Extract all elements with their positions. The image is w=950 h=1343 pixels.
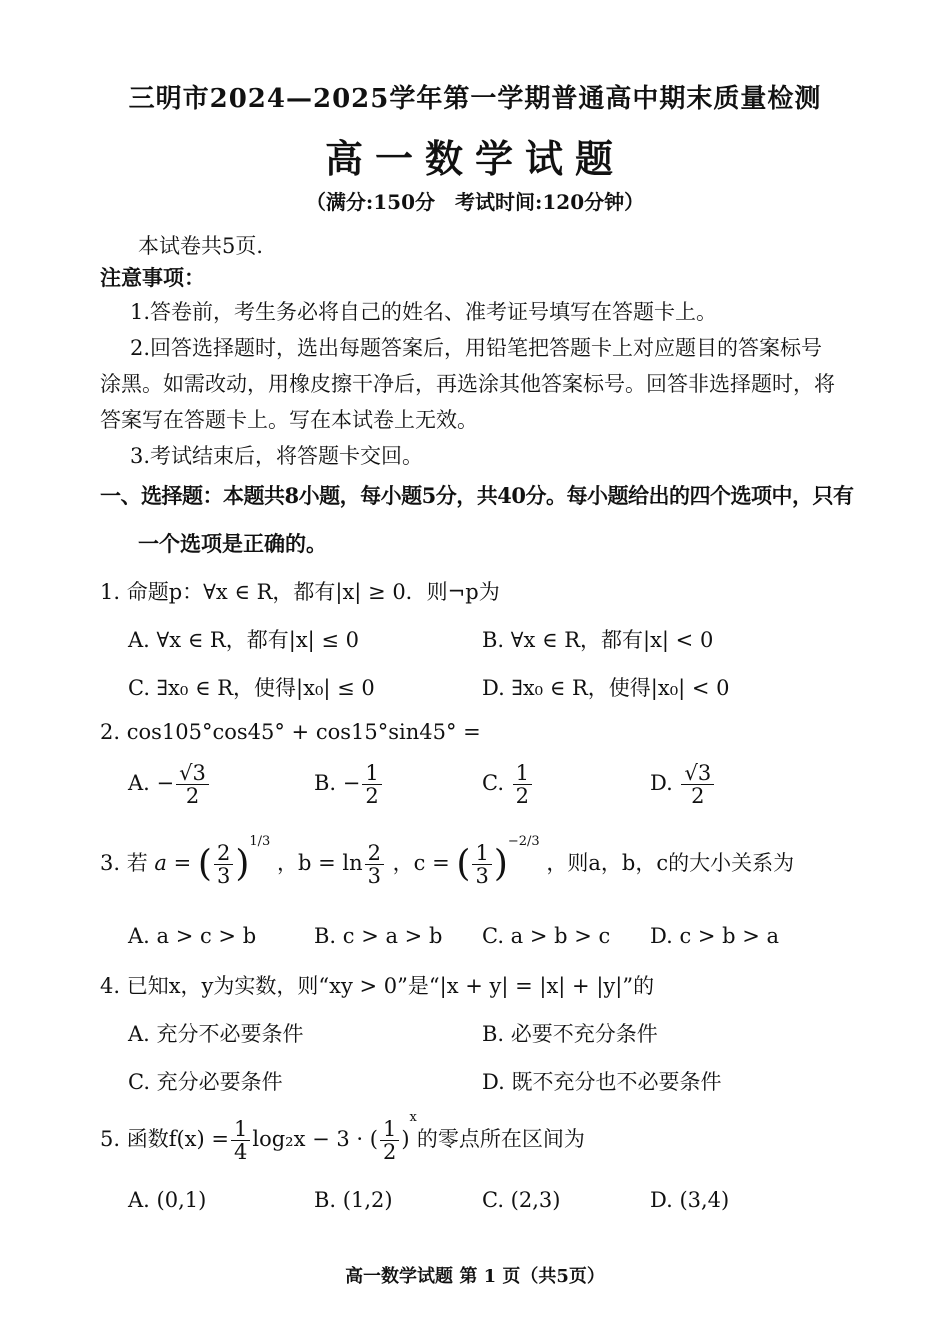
option-a-label: A. − — [128, 771, 175, 796]
option-c-fraction — [513, 762, 532, 807]
page-count-note: 本试卷共5页． — [138, 234, 278, 258]
question-2-option-d — [650, 762, 716, 807]
q3-c-num: 1 — [472, 842, 491, 865]
q3-a-den: 3 — [216, 864, 231, 889]
option-d-fraction — [681, 762, 714, 807]
option-a-denominator: 2 — [185, 784, 200, 809]
option-b-fraction — [362, 762, 381, 807]
q5-half-fraction — [380, 1118, 399, 1163]
q5-f-num: 1 — [231, 1118, 250, 1141]
option-b-numerator: 1 — [362, 762, 381, 785]
notice-title: 注意事项： — [100, 265, 205, 290]
option-b-label: B. − — [314, 771, 361, 796]
question-5-stem — [100, 1110, 585, 1165]
question-3-option-b: B. c > a > b — [314, 924, 443, 948]
q3-c-exponent: −2/3 — [507, 834, 540, 849]
exam-header-title: 三明市2024—2025学年第一学期普通高中期末质量检测 — [128, 84, 822, 114]
q3-a-num: 2 — [214, 842, 233, 865]
q5-quarter-fraction — [231, 1118, 250, 1163]
question-5-option-d: D. (3,4) — [650, 1188, 730, 1212]
q3-c-part: ，c = — [392, 851, 450, 876]
q3-suffix: ，则a，b，c的大小关系为 — [546, 851, 795, 876]
exam-meta: （满分:150分 考试时间:120分钟） — [305, 190, 645, 214]
question-1-option-a: A. ∀x ∈ R，都有|x| ≤ 0 — [128, 628, 360, 652]
notice-item-2: 2.回答选择题时，选出每题答案后，用铅笔把答题卡上对应题目的答案标号 — [130, 336, 823, 360]
paren-open: ( — [456, 843, 471, 885]
question-4-stem: 4. 已知x，y为实数，则“xy > 0”是“|x + y| = |x| + |y|”的 — [100, 974, 655, 998]
question-1-option-c: C. ∃x₀ ∈ R，使得|x₀| ≤ 0 — [128, 676, 375, 700]
question-4-option-a: A. 充分不必要条件 — [128, 1022, 304, 1046]
q3-prefix: 3. 若 — [100, 851, 148, 876]
question-3-stem — [100, 834, 795, 889]
q5-prefix: 5. 函数f(x) = — [100, 1127, 229, 1152]
q3-b-fraction — [365, 842, 384, 887]
q3-b-den: 3 — [367, 864, 381, 889]
option-d-label: D. — [650, 771, 680, 796]
q5-h-num: 1 — [380, 1118, 399, 1141]
question-3-option-a: A. a > c > b — [128, 924, 257, 948]
notice-item-2-end: 答案写在答题卡上。写在本试卷上无效。 — [100, 408, 478, 432]
notice-item-2-cont: 涂黑。如需改动，用橡皮擦干净后，再选涂其他答案标号。回答非选择题时，将 — [100, 372, 835, 396]
q3-b-part: ，b = ln — [276, 851, 363, 876]
section-1-heading: 一、选择题：本题共8小题，每小题5分，共40分。每小题给出的四个选项中，只有 — [100, 483, 854, 508]
q3-c-fraction — [472, 842, 491, 887]
question-1-stem: 1. 命题p：∀x ∈ R，都有|x| ≥ 0．则¬p为 — [100, 580, 500, 604]
q5-mid: log₂x − 3 · ( — [252, 1127, 378, 1152]
notice-item-3: 3.考试结束后，将答题卡交回。 — [130, 444, 424, 468]
question-4-option-b: B. 必要不充分条件 — [482, 1022, 658, 1046]
question-3-option-c: C. a > b > c — [482, 924, 611, 948]
question-2-option-b — [314, 762, 384, 807]
q3-b-num: 2 — [365, 842, 384, 865]
section-1-heading-cont: 一个选项是正确的。 — [138, 531, 327, 556]
paren-open: ( — [197, 843, 212, 885]
question-5-option-c: C. (2,3) — [482, 1188, 561, 1212]
question-4-option-c: C. 充分必要条件 — [128, 1070, 283, 1094]
paren-close: ) — [493, 843, 508, 885]
question-5-option-a: A. (0,1) — [128, 1188, 207, 1212]
q3-a-var: a = — [154, 851, 192, 876]
q3-a-fraction — [214, 842, 233, 887]
option-a-fraction — [176, 762, 209, 807]
exam-subject-title: 高一数学试题 — [324, 136, 625, 181]
q3-c-den: 3 — [475, 864, 489, 889]
option-d-denominator: 2 — [691, 784, 705, 809]
question-2-option-a — [128, 762, 211, 807]
question-5-option-b: B. (1,2) — [314, 1188, 393, 1212]
option-d-numerator: √3 — [681, 762, 714, 785]
question-4-option-d: D. 既不充分也不必要条件 — [482, 1070, 722, 1094]
option-c-denominator: 2 — [515, 784, 530, 809]
option-c-label: C. — [482, 771, 511, 796]
q5-f-den: 4 — [233, 1140, 248, 1165]
question-2-option-c — [482, 762, 534, 807]
q5-exponent: x — [409, 1110, 417, 1125]
option-c-numerator: 1 — [513, 762, 532, 785]
option-a-numerator: √3 — [176, 762, 209, 785]
question-3-option-d: D. c > b > a — [650, 924, 780, 948]
page-footer: 高一数学试题 第 1 页（共5页） — [345, 1266, 605, 1287]
question-1-option-d: D. ∃x₀ ∈ R，使得|x₀| < 0 — [482, 676, 730, 700]
notice-item-1: 1.答卷前，考生务必将自己的姓名、准考证号填写在答题卡上。 — [130, 300, 718, 324]
option-b-denominator: 2 — [365, 784, 379, 809]
question-1-option-b: B. ∀x ∈ R，都有|x| < 0 — [482, 628, 714, 652]
q5-suffix: 的零点所在区间为 — [416, 1127, 585, 1152]
paren-close: ) — [235, 843, 250, 885]
q3-a-exponent: 1/3 — [249, 834, 271, 849]
q5-h-den: 2 — [382, 1140, 397, 1165]
question-2-stem: 2. cos105°cos45° + cos15°sin45° = — [100, 720, 481, 744]
paren-close: ) — [401, 1127, 410, 1152]
